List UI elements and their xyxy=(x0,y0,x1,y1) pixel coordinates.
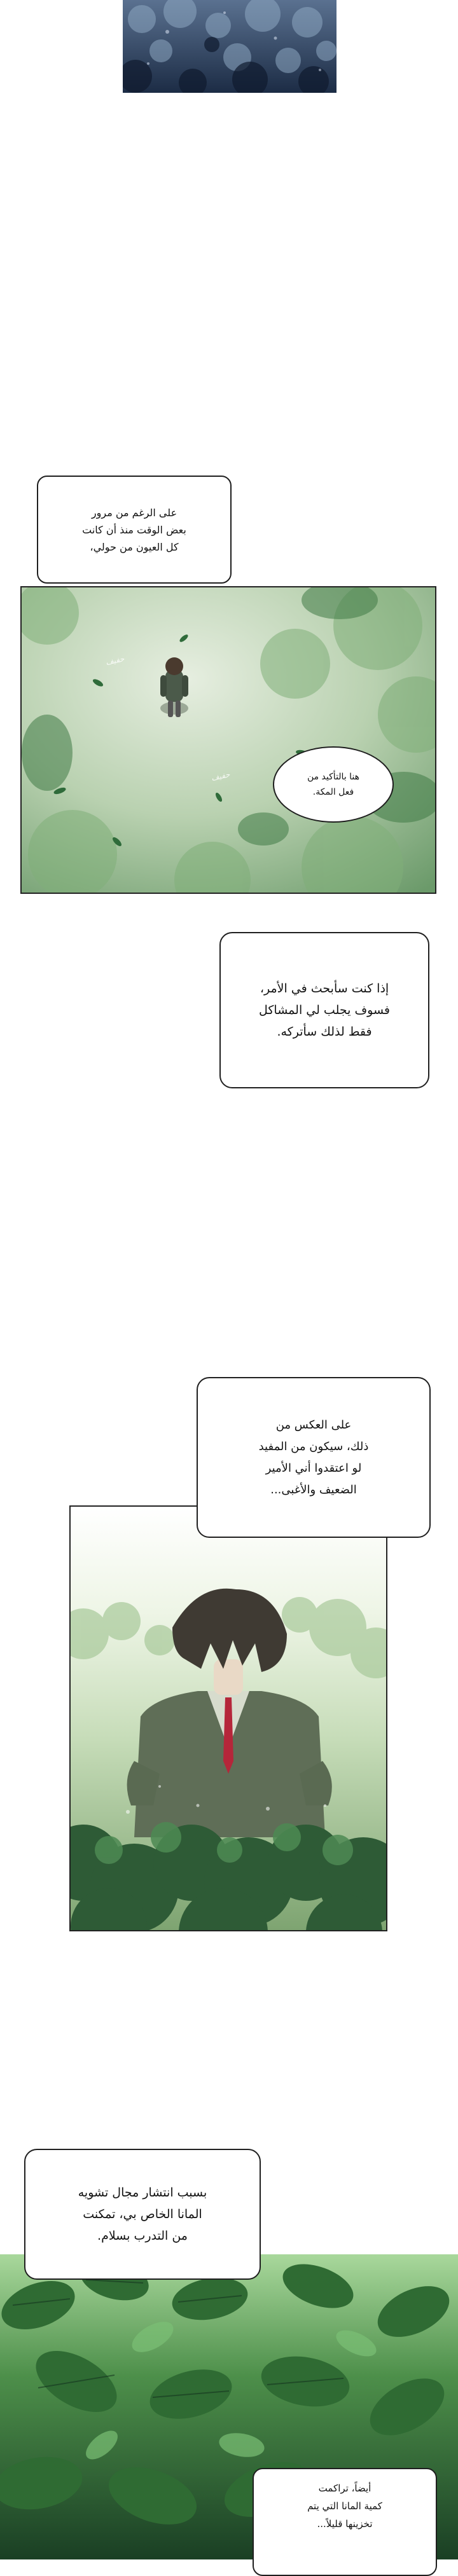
bubble-4-line-3: لو اعتقدوا أني الأمير xyxy=(265,1461,362,1475)
speech-bubble-3 xyxy=(219,932,429,1088)
sfx-rustle-2: ﺣﻔﻴﻒ xyxy=(210,770,231,783)
bubble-1-line-1: على الرغم من مرور xyxy=(91,506,177,519)
bubble-3-line-2: فسوف يجلب لي المشاكل xyxy=(259,1003,391,1017)
bubble-3-line-1: إذا كنت سأبحث في الأمر، xyxy=(260,982,389,996)
prince-bushes-illustration xyxy=(71,1507,386,1930)
speech-bubble-6 xyxy=(253,2468,437,2576)
bubble-5-line-3: من التدرب بسلام. xyxy=(97,2229,188,2243)
bubble-2-line-2: فعل المكة. xyxy=(312,787,354,797)
bubble-4-line-4: الضعيف والأغبى... xyxy=(270,1483,357,1497)
bubble-4-line-1: على العكس من xyxy=(275,1418,352,1432)
sfx-rustle-1: ﺣﻔﻴﻒ xyxy=(104,654,125,667)
bubble-1-line-3: كل العيون من حولي، xyxy=(90,540,179,553)
bubble-6-line-3: تخزينها قليلاً... xyxy=(317,2518,373,2530)
speech-bubble-4 xyxy=(197,1377,431,1538)
panel-prince-bushes xyxy=(69,1505,387,1931)
bubble-1-line-2: بعض الوقت منذ أن كانت xyxy=(82,523,186,536)
forest-night-illustration xyxy=(123,0,337,93)
bubble-3-line-3: فقط لذلك سأتركه. xyxy=(277,1025,372,1039)
speech-bubble-5 xyxy=(24,2149,261,2280)
bubble-6-line-2: كمية المانا التي يتم xyxy=(307,2500,382,2512)
bubble-5-line-1: بسبب انتشار مجال تشويه xyxy=(78,2186,207,2200)
panel-forest-night xyxy=(123,0,337,93)
bubble-6-line-1: أيضاً، تراكمت xyxy=(318,2483,371,2494)
bubble-4-line-2: ذلك، سيكون من المفيد xyxy=(258,1439,369,1453)
bubble-2-line-1: هنا بالتأكيد من xyxy=(307,772,360,782)
bubble-5-line-2: المانا الخاص بي، تمكنت xyxy=(83,2207,202,2221)
speech-bubble-1 xyxy=(37,476,232,584)
speech-bubble-2 xyxy=(273,746,394,823)
panel-aerial-forest xyxy=(20,586,436,894)
aerial-forest-illustration xyxy=(22,587,435,893)
